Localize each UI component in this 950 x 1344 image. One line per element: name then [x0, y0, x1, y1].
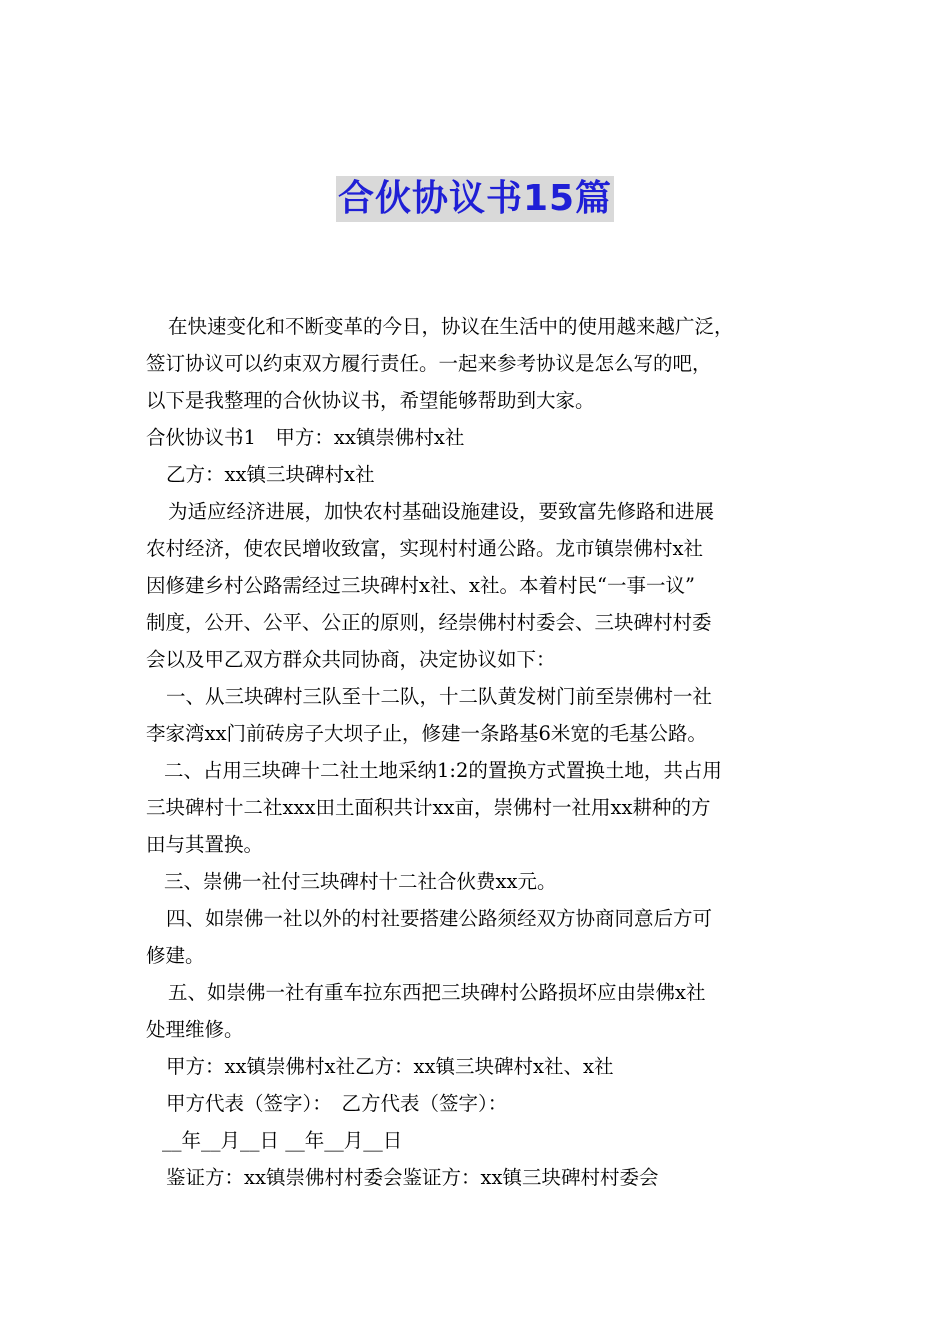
body-line: 合伙协议书1 甲方：xx镇崇佛村x社 — [146, 426, 465, 449]
body-line: 乙方：xx镇三块碑村x社 — [166, 463, 375, 486]
body-line: 鉴证方：xx镇崇佛村村委会鉴证方：xx镇三块碑村村委会 — [166, 1166, 659, 1189]
body-line: 为适应经济进展，加快农村基础设施建设，要致富先修路和进展 — [168, 500, 715, 523]
body-line: 四、如崇佛一社以外的村社要搭建公路须经双方协商同意后方可 — [166, 907, 713, 930]
body-line: 三、崇佛一社付三块碑村十二社合伙费xx元。 — [164, 870, 557, 893]
body-line: 修建。 — [146, 944, 205, 967]
title-container — [0, 176, 950, 222]
document-title: 合伙协议书15篇 — [336, 176, 614, 222]
body-line: 甲方代表（签字）： 乙方代表（签字）： — [166, 1092, 508, 1115]
document-body — [146, 308, 818, 1196]
body-line: 农村经济，使农民增收致富，实现村村通公路。龙市镇崇佛村x社 — [146, 537, 703, 560]
body-line: 在快速变化和不断变革的今日，协议在生活中的使用越来越广泛， — [168, 315, 734, 338]
body-line: 一、从三块碑村三队至十二队，十二队黄发树门前至崇佛村一社 — [166, 685, 713, 708]
body-line: 以下是我整理的合伙协议书，希望能够帮助到大家。 — [146, 389, 595, 412]
body-line: 因修建乡村公路需经过三块碑村x社、x社。本着村民“一事一议” — [146, 574, 695, 597]
body-line: 五、如崇佛一社有重车拉东西把三块碑村公路损坏应由崇佛x社 — [168, 981, 706, 1004]
body-line: 甲方：xx镇崇佛村x社乙方：xx镇三块碑村x社、x社 — [166, 1055, 614, 1078]
body-line: 二、占用三块碑十二社土地采纳1:2的置换方式置换土地，共占用 — [164, 759, 722, 782]
body-line: 李家湾xx门前砖房子大坝子止，修建一条路基6米宽的毛基公路。 — [146, 722, 707, 745]
body-line: 处理维修。 — [146, 1018, 244, 1041]
body-line: 三块碑村十二社xxx田土面积共计xx亩，崇佛村一社用xx耕种的方 — [146, 796, 711, 819]
body-line: 田与其置换。 — [146, 833, 264, 856]
body-line: 会以及甲乙双方群众共同协商，决定协议如下： — [146, 648, 556, 671]
body-line: 制度，公开、公平、公正的原则，经崇佛村村委会、三块碑村村委 — [146, 611, 712, 634]
body-line: 签订协议可以约束双方履行责任。一起来参考协议是怎么写的吧， — [146, 352, 712, 375]
body-line: __年__月__日 __年__月__日 — [162, 1129, 403, 1152]
